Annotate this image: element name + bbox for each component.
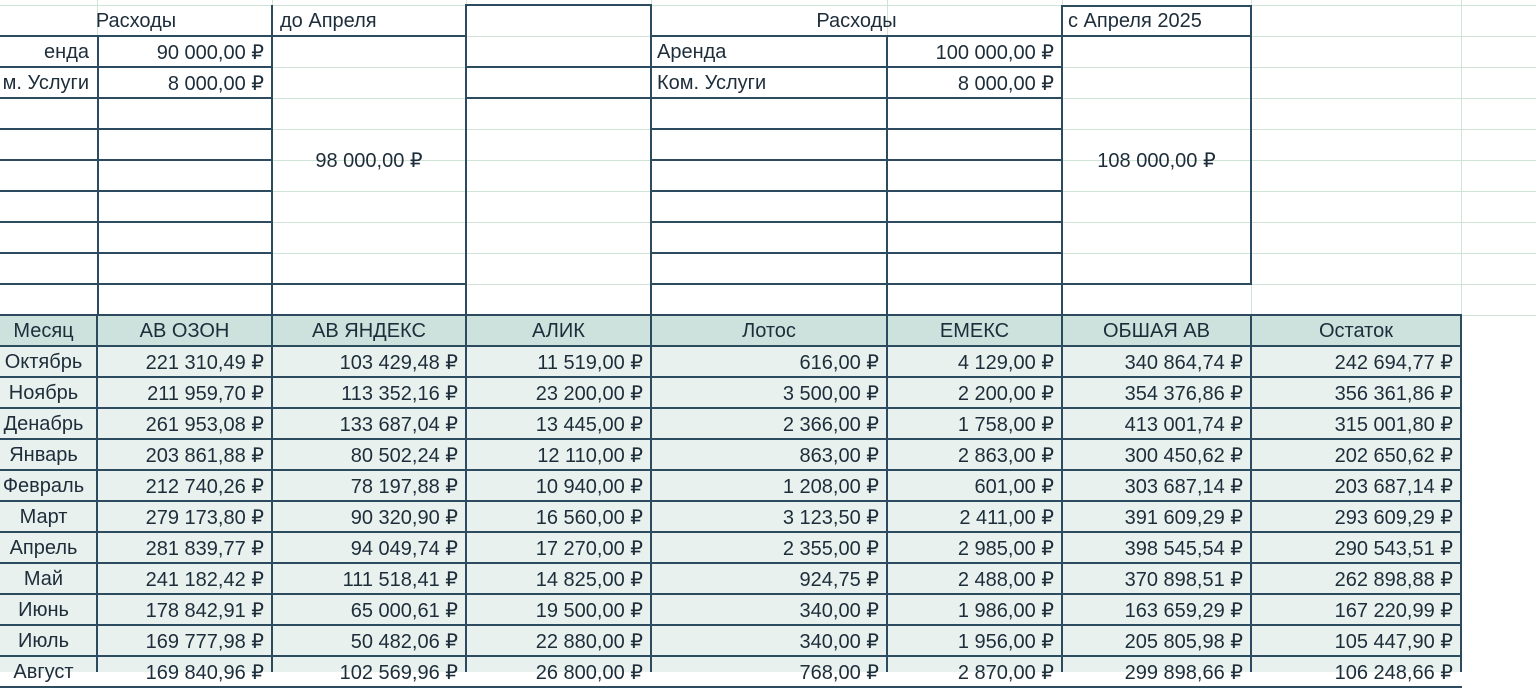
- table-cell-month: Август: [13, 660, 74, 683]
- expense-after-amount-rent: 100 000,00 ₽: [935, 42, 1054, 64]
- table-cell-total-av: 340 864,74 ₽: [1124, 351, 1243, 374]
- expenses-before-period-label: до Апреля: [280, 10, 377, 32]
- table-cell-alik: 26 800,00 ₽: [535, 661, 643, 684]
- border: [466, 66, 652, 68]
- table-cell-balance: 290 543,51 ₽: [1334, 537, 1453, 560]
- border: [886, 36, 888, 316]
- border: [0, 190, 272, 192]
- table-cell-balance: 105 447,90 ₽: [1334, 630, 1453, 653]
- table-row-border: [0, 438, 1462, 440]
- table-row-border: [0, 562, 1462, 564]
- table-cell-emeks: 2 985,00 ₽: [957, 537, 1054, 560]
- border: [0, 314, 1462, 316]
- table-cell-balance: 202 650,62 ₽: [1334, 444, 1453, 467]
- expense-before-amount-utilities: 8 000,00 ₽: [167, 73, 264, 95]
- table-cell-balance: 293 609,29 ₽: [1334, 506, 1453, 529]
- table-cell-month: Октябрь: [4, 350, 83, 373]
- table-row-border: [0, 407, 1462, 409]
- border: [466, 97, 652, 99]
- border: [651, 283, 1251, 285]
- table-column-border: [1061, 314, 1063, 672]
- table-column-border: [1250, 314, 1252, 672]
- table-cell-lotos: 340,00 ₽: [799, 599, 879, 622]
- border: [0, 283, 466, 285]
- table-cell-lotos: 924,75 ₽: [799, 568, 879, 591]
- table-cell-balance: 106 248,66 ₽: [1334, 661, 1453, 684]
- table-row-border: [0, 469, 1462, 471]
- table-cell-lotos: 3 500,00 ₽: [782, 382, 879, 405]
- table-cell-yandex: 65 000,61 ₽: [350, 599, 458, 622]
- table-cell-ozon: 212 740,26 ₽: [145, 475, 264, 498]
- table-cell-lotos: 616,00 ₽: [799, 351, 879, 374]
- table-cell-ozon: 203 861,88 ₽: [145, 444, 264, 467]
- table-cell-ozon: 178 842,91 ₽: [145, 599, 264, 622]
- border: [0, 128, 272, 130]
- table-cell-ozon: 261 953,08 ₽: [145, 413, 264, 436]
- border: [651, 97, 1062, 99]
- border: [0, 345, 1462, 347]
- table-cell-total-av: 300 450,62 ₽: [1124, 444, 1243, 467]
- table-cell-alik: 23 200,00 ₽: [535, 382, 643, 405]
- table-cell-month: Денабрь: [3, 412, 84, 435]
- table-column-border: [465, 314, 467, 672]
- table-cell-lotos: 2 355,00 ₽: [782, 537, 879, 560]
- table-cell-emeks: 2 411,00 ₽: [959, 506, 1054, 529]
- table-row-border: [0, 655, 1462, 657]
- table-cell-lotos: 1 208,00 ₽: [782, 475, 879, 498]
- table-cell-alik: 22 880,00 ₽: [535, 630, 643, 653]
- expense-before-name-rent: енда: [44, 41, 89, 63]
- expenses-after-title: Расходы: [816, 10, 897, 32]
- table-cell-yandex: 90 320,90 ₽: [350, 506, 458, 529]
- table-column-border: [650, 314, 652, 672]
- table-cell-lotos: 768,00 ₽: [799, 661, 879, 684]
- border: [1250, 5, 1252, 285]
- table-cell-month: Март: [19, 505, 68, 528]
- border: [651, 252, 1062, 254]
- table-cell-ozon: 281 839,77 ₽: [145, 537, 264, 560]
- table-cell-ozon: 211 959,70 ₽: [147, 382, 264, 405]
- table-cell-lotos: 340,00 ₽: [799, 630, 879, 653]
- table-cell-alik: 10 940,00 ₽: [535, 475, 643, 498]
- column-header-emeks: ЕМЕКС: [939, 319, 1010, 342]
- table-cell-emeks: 601,00 ₽: [974, 475, 1054, 498]
- table-row-border: [0, 531, 1462, 533]
- table-cell-emeks: 4 129,00 ₽: [957, 351, 1054, 374]
- column-header-ozon: АВ ОЗОН: [139, 319, 230, 342]
- table-cell-balance: 242 694,77 ₽: [1334, 351, 1453, 374]
- expenses-after-total: 108 000,00 ₽: [1097, 150, 1216, 172]
- column-header-total-av: ОБШАЯ АВ: [1102, 319, 1211, 342]
- table-cell-total-av: 398 545,54 ₽: [1124, 537, 1243, 560]
- expenses-after-period-label: с Апреля 2025: [1068, 10, 1202, 32]
- table-cell-alik: 13 445,00 ₽: [535, 413, 643, 436]
- border: [0, 159, 272, 161]
- table-cell-emeks: 2 863,00 ₽: [957, 444, 1054, 467]
- table-row-border: [0, 624, 1462, 626]
- table-column-border: [1460, 314, 1462, 672]
- table-row-border: [0, 593, 1462, 595]
- table-cell-lotos: 3 123,50 ₽: [782, 506, 879, 529]
- table-cell-emeks: 2 870,00 ₽: [957, 661, 1054, 684]
- table-cell-ozon: 169 840,96 ₽: [145, 661, 264, 684]
- table-cell-yandex: 102 569,96 ₽: [339, 661, 458, 684]
- table-cell-yandex: 80 502,24 ₽: [350, 444, 458, 467]
- border: [651, 190, 1062, 192]
- expenses-before-title: Расходы: [95, 10, 177, 32]
- column-header-month: Месяц: [13, 319, 74, 342]
- expense-after-amount-utilities: 8 000,00 ₽: [957, 73, 1054, 95]
- border: [651, 66, 1062, 68]
- table-cell-ozon: 169 777,98 ₽: [145, 630, 264, 653]
- column-header-alik: АЛИК: [532, 319, 585, 342]
- table-row-border: [0, 376, 1462, 378]
- table-cell-total-av: 413 001,74 ₽: [1124, 413, 1243, 436]
- table-cell-total-av: 303 687,14 ₽: [1124, 475, 1243, 498]
- table-cell-total-av: 370 898,51 ₽: [1124, 568, 1243, 591]
- table-column-border: [886, 314, 888, 672]
- border: [465, 4, 467, 316]
- table-cell-balance: 167 220,99 ₽: [1334, 599, 1453, 622]
- expense-before-amount-rent: 90 000,00 ₽: [156, 42, 264, 64]
- table-cell-emeks: 1 986,00 ₽: [957, 599, 1054, 622]
- table-cell-month: Апрель: [9, 536, 78, 559]
- table-cell-lotos: 2 366,00 ₽: [782, 413, 879, 436]
- table-cell-total-av: 163 659,29 ₽: [1124, 599, 1243, 622]
- table-cell-balance: 203 687,14 ₽: [1334, 475, 1453, 498]
- border: [97, 36, 99, 316]
- table-cell-yandex: 111 518,41 ₽: [342, 568, 458, 591]
- table-cell-yandex: 94 049,74 ₽: [350, 537, 458, 560]
- expenses-before-total: 98 000,00 ₽: [315, 150, 423, 172]
- table-cell-yandex: 113 352,16 ₽: [341, 382, 458, 405]
- table-cell-yandex: 50 482,06 ₽: [350, 630, 458, 653]
- table-cell-yandex: 103 429,48 ₽: [339, 351, 458, 374]
- table-column-border: [271, 314, 273, 672]
- table-cell-total-av: 354 376,86 ₽: [1124, 382, 1243, 405]
- table-cell-month: Июнь: [18, 598, 69, 621]
- table-cell-total-av: 391 609,29 ₽: [1124, 506, 1243, 529]
- table-cell-emeks: 1 956,00 ₽: [957, 630, 1054, 653]
- table-cell-month: Июль: [17, 629, 70, 652]
- table-column-border: [96, 314, 98, 672]
- border: [0, 35, 466, 37]
- border: [651, 128, 1062, 130]
- table-cell-emeks: 2 200,00 ₽: [957, 382, 1054, 405]
- border: [1062, 5, 1251, 7]
- column-header-yandex: АВ ЯНДЕКС: [312, 319, 426, 342]
- border: [0, 66, 272, 68]
- border: [0, 252, 272, 254]
- expense-before-name-utilities: м. Услуги: [2, 72, 89, 94]
- table-cell-alik: 12 110,00 ₽: [537, 444, 643, 467]
- table-cell-alik: 16 560,00 ₽: [535, 506, 643, 529]
- table-cell-ozon: 241 182,42 ₽: [145, 568, 264, 591]
- table-cell-balance: 262 898,88 ₽: [1334, 568, 1453, 591]
- border: [0, 97, 272, 99]
- border: [651, 159, 1062, 161]
- table-cell-month: Май: [23, 567, 64, 590]
- table-cell-alik: 14 825,00 ₽: [535, 568, 643, 591]
- table-cell-month: Февраль: [2, 474, 85, 497]
- table-cell-alik: 11 519,00 ₽: [537, 351, 643, 374]
- table-cell-total-av: 299 898,66 ₽: [1124, 661, 1243, 684]
- table-cell-balance: 356 361,86 ₽: [1334, 382, 1453, 405]
- border: [651, 35, 1251, 37]
- table-cell-total-av: 205 805,98 ₽: [1124, 630, 1243, 653]
- table-cell-balance: 315 001,80 ₽: [1334, 413, 1453, 436]
- table-cell-emeks: 2 488,00 ₽: [957, 568, 1054, 591]
- table-cell-yandex: 133 687,04 ₽: [339, 413, 458, 436]
- table-cell-lotos: 863,00 ₽: [799, 444, 879, 467]
- expense-after-name-rent: Аренда: [657, 41, 727, 63]
- table-cell-yandex: 78 197,88 ₽: [350, 475, 458, 498]
- table-row-border: [0, 500, 1462, 502]
- column-header-lotos: Лотос: [742, 319, 796, 342]
- border: [0, 221, 272, 223]
- expense-after-name-utilities: Ком. Услуги: [657, 72, 767, 94]
- table-cell-alik: 19 500,00 ₽: [535, 599, 643, 622]
- table-cell-emeks: 1 758,00 ₽: [957, 413, 1054, 436]
- table-cell-month: Январь: [9, 443, 78, 466]
- column-header-balance: Остаток: [1319, 319, 1393, 342]
- table-cell-month: Ноябрь: [8, 381, 79, 404]
- table-cell-ozon: 221 310,49 ₽: [145, 351, 264, 374]
- table-cell-alik: 17 270,00 ₽: [535, 537, 643, 560]
- table-cell-ozon: 279 173,80 ₽: [145, 506, 264, 529]
- border: [466, 4, 652, 6]
- border: [651, 221, 1062, 223]
